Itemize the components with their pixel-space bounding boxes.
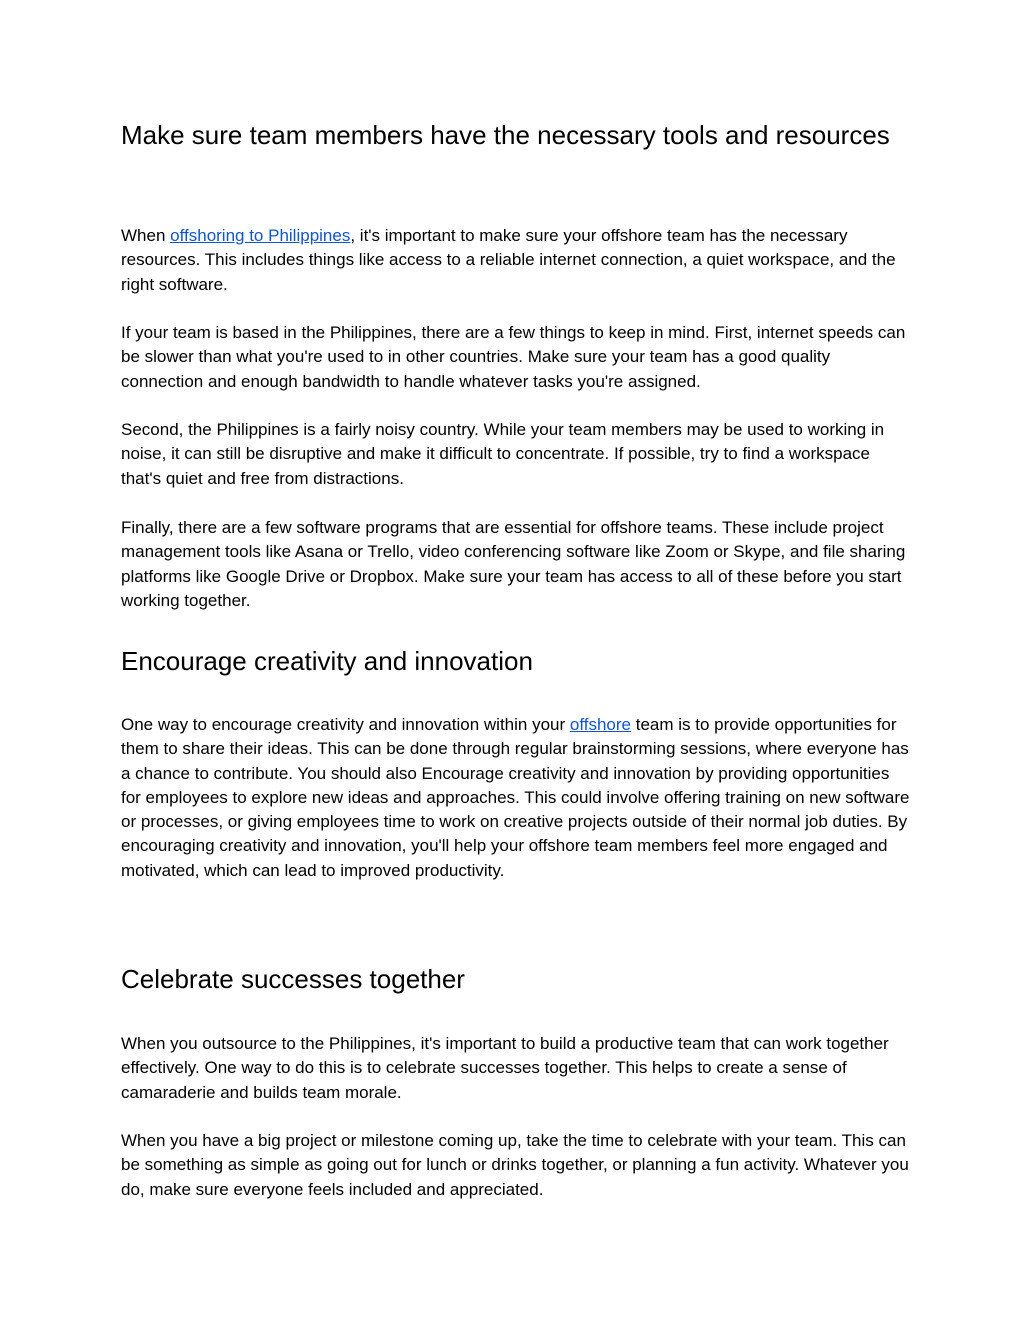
paragraph-milestone-celebration: When you have a big project or milestone coming up, take the time to celebrate with your team. This can be something as simple as going out for lunch or drinks together, or planning a fun activity. Whatever you do, make sure everyone feels included and appreciated. xyxy=(121,1131,909,1199)
heading-tools-resources: Make sure team members have the necessary tools and resources xyxy=(121,120,890,150)
text-after-link: , it's important to make sure your offshore team has the necessary resources. This includes things like access to a reliable internet connection, a quiet workspace, and the right software. xyxy=(121,226,896,294)
paragraph-creativity xyxy=(121,713,911,883)
paragraph-software-programs: Finally, there are a few software programs that are essential for offshore teams. These include project management tools like Asana or Trello, video conferencing software like Zoom or Skype, and file sharing platforms like Google Drive or Dropbox. Make sure your team has access to all of these before you start working together. xyxy=(121,518,906,610)
text-before-link: When xyxy=(121,226,171,245)
paragraph-internet-speeds: If your team is based in the Philippines, there are a few things to keep in mind. First, internet speeds can be slower than what you're used to in other countries. Make sure your team has a good quality connection and enough bandwidth to handle whatever tasks you're assigned. xyxy=(121,323,906,391)
paragraph-noisy-country: Second, the Philippines is a fairly noisy country. While your team members may be used to working in noise, it can still be disruptive and make it difficult to concentrate. If possible, try to find a workspace that's quiet and free from distractions. xyxy=(121,420,885,488)
text-after-link: team is to provide opportunities for them to share their ideas. This can be done through regular brainstorming sessions, where everyone has a chance to contribute. You should also Encourage creativity and innovation by providing opportunities for employees to explore new ideas and approaches. This could involve offering training on new software or processes, or giving employees time to work on creative projects outside of their normal job duties. By encouraging creativity and innovation, you'll help your offshore team members feel more engaged and motivated, which can lead to improved productivity. xyxy=(121,715,910,880)
heading-creativity-innovation: Encourage creativity and innovation xyxy=(121,646,533,676)
heading-celebrate-successes: Celebrate successes together xyxy=(121,964,465,994)
paragraph-outsource-team: When you outsource to the Philippines, it's important to build a productive team that can work together effectively. One way to do this is to celebrate successes together. This helps to create a sense of camaraderie and builds team morale. xyxy=(121,1034,889,1102)
offshoring-philippines-link[interactable]: offshoring to Philippines xyxy=(170,226,351,245)
text-before-link: One way to encourage creativity and innovation within your xyxy=(121,715,570,734)
paragraph-offshoring-resources xyxy=(121,224,911,297)
offshore-link[interactable]: offshore xyxy=(569,715,631,734)
